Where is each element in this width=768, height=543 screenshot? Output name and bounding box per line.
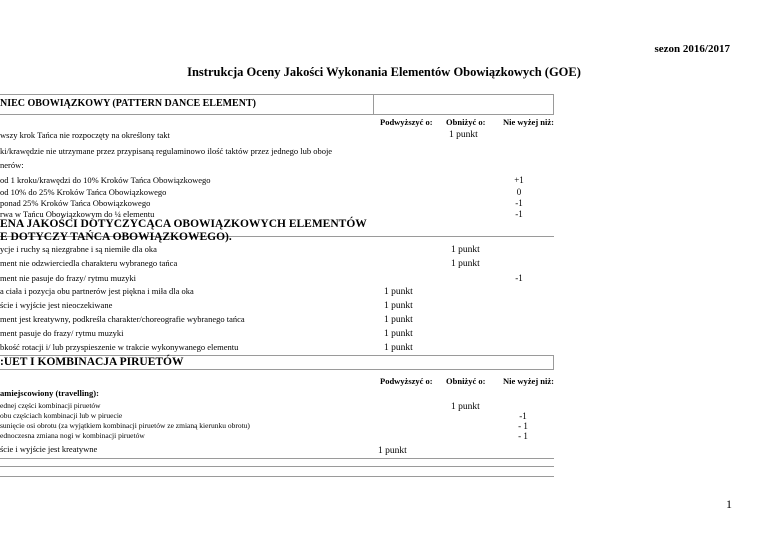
table-rule: [373, 94, 374, 114]
criterion-text: ki/krawędzie nie utrzymane przez przypisaną regulaminowo ilość taktów przez jednego lub oboje: [0, 146, 333, 156]
decrease-value: 1 punkt: [451, 259, 480, 269]
col-header-max: Nie wyżej niż:: [503, 117, 554, 127]
criterion-text: ment nie pasuje do frazy/ rytmu muzyki: [0, 273, 136, 283]
criterion-text: a ciała i pozycja obu partnerów jest piękna i miła dla oka: [0, 286, 194, 296]
max-value: +1: [514, 175, 524, 185]
table-rule: [0, 94, 554, 95]
decrease-value: 1 punkt: [451, 402, 480, 412]
increase-value: 1 punkt: [384, 329, 413, 339]
criterion-text: ednej części kombinacji piruetów: [0, 401, 101, 410]
criterion-text: ście i wyjście jest nieoczekiwane: [0, 300, 113, 310]
decrease-value: 1 punkt: [449, 130, 478, 140]
col-header-max: Nie wyżej niż:: [503, 376, 554, 386]
section-heading-goe-cont: E DOTYCZY TAŃCA OBOWIĄZKOWEGO).: [0, 231, 232, 243]
criterion-text: ycje i ruchy są niezgrabne i są niemiłe dla oka: [0, 244, 157, 254]
criterion-text: ednoczesna zmiana nogi w kombinacji piruetów: [0, 431, 145, 440]
table-rule: [0, 476, 554, 477]
section-heading-goe: ENA JAKOŚCI DOTYCZYCĄCA OBOWIĄZKOWYCH ELEMENTÓW: [0, 218, 367, 230]
criterion-text: bkość rotacji i/ lub przyspieszenie w trakcie wykonywanego elementu: [0, 342, 239, 352]
max-value: 0: [516, 187, 522, 197]
criterion-text: od 10% do 25% Kroków Tańca Obowiązkowego: [0, 187, 167, 197]
criterion-text: rwa w Tańcu Obowiązkowym do ¼ elementu: [0, 209, 155, 219]
criterion-text: ponad 25% Kroków Tańca Obowiązkowego: [0, 198, 151, 208]
col-header-increase: Podwyższyć o:: [380, 117, 433, 127]
table-rule: [553, 355, 554, 369]
section-heading-pirouette: :UET I KOMBINACJA PIRUETÓW: [0, 356, 184, 368]
subheading-travelling: amiejscowiony (travelling):: [0, 388, 99, 398]
criterion-text: ment jest kreatywny, podkreśla charakter/choreografie wybranego tańca: [0, 314, 245, 324]
criterion-text: sunięcie osi obrotu (za wyjątkiem kombinacji piruetów ze zmianą kierunku obrotu): [0, 421, 250, 430]
decrease-value: 1 punkt: [451, 245, 480, 255]
col-header-decrease: Obniżyć o:: [446, 376, 486, 386]
table-rule: [0, 466, 554, 467]
increase-value: 1 punkt: [384, 287, 413, 297]
table-rule: [0, 369, 554, 370]
table-rule: [553, 94, 554, 114]
page-title: Instrukcja Oceny Jakości Wykonania Elementów Obowiązkowych (GOE): [187, 65, 581, 79]
criterion-text: wszy krok Tańca nie rozpoczęty na określony takt: [0, 130, 170, 140]
criterion-text: ście i wyjście jest kreatywne: [0, 444, 98, 454]
increase-value: 1 punkt: [384, 301, 413, 311]
max-value: - 1: [518, 431, 528, 441]
criterion-text: obu częściach kombinacji lub w piruecie: [0, 411, 123, 420]
col-header-increase: Podwyższyć o:: [380, 376, 433, 386]
criterion-text: ment nie odzwierciedla charakteru wybranego tańca: [0, 258, 178, 268]
page-number: 1: [726, 497, 732, 511]
increase-value: 1 punkt: [378, 446, 407, 456]
criterion-text: od 1 kroku/krawędzi do 10% Kroków Tańca Obowiązkowego: [0, 175, 211, 185]
max-value: -1: [515, 198, 523, 208]
table-rule: [0, 458, 554, 459]
section-heading-pattern-dance: NIEC OBOWIĄZKOWY (PATTERN DANCE ELEMENT): [0, 98, 256, 109]
max-value: -1: [519, 411, 527, 421]
col-header-decrease: Obniżyć o:: [446, 117, 486, 127]
max-value: - 1: [518, 421, 528, 431]
max-value: -1: [515, 273, 523, 283]
increase-value: 1 punkt: [384, 315, 413, 325]
criterion-text: nerów:: [0, 160, 24, 170]
increase-value: 1 punkt: [384, 343, 413, 353]
criterion-text: ment pasuje do frazy/ rytmu muzyki: [0, 328, 124, 338]
season-label: sezon 2016/2017: [654, 43, 730, 55]
max-value: -1: [515, 209, 523, 219]
table-rule: [0, 114, 554, 115]
